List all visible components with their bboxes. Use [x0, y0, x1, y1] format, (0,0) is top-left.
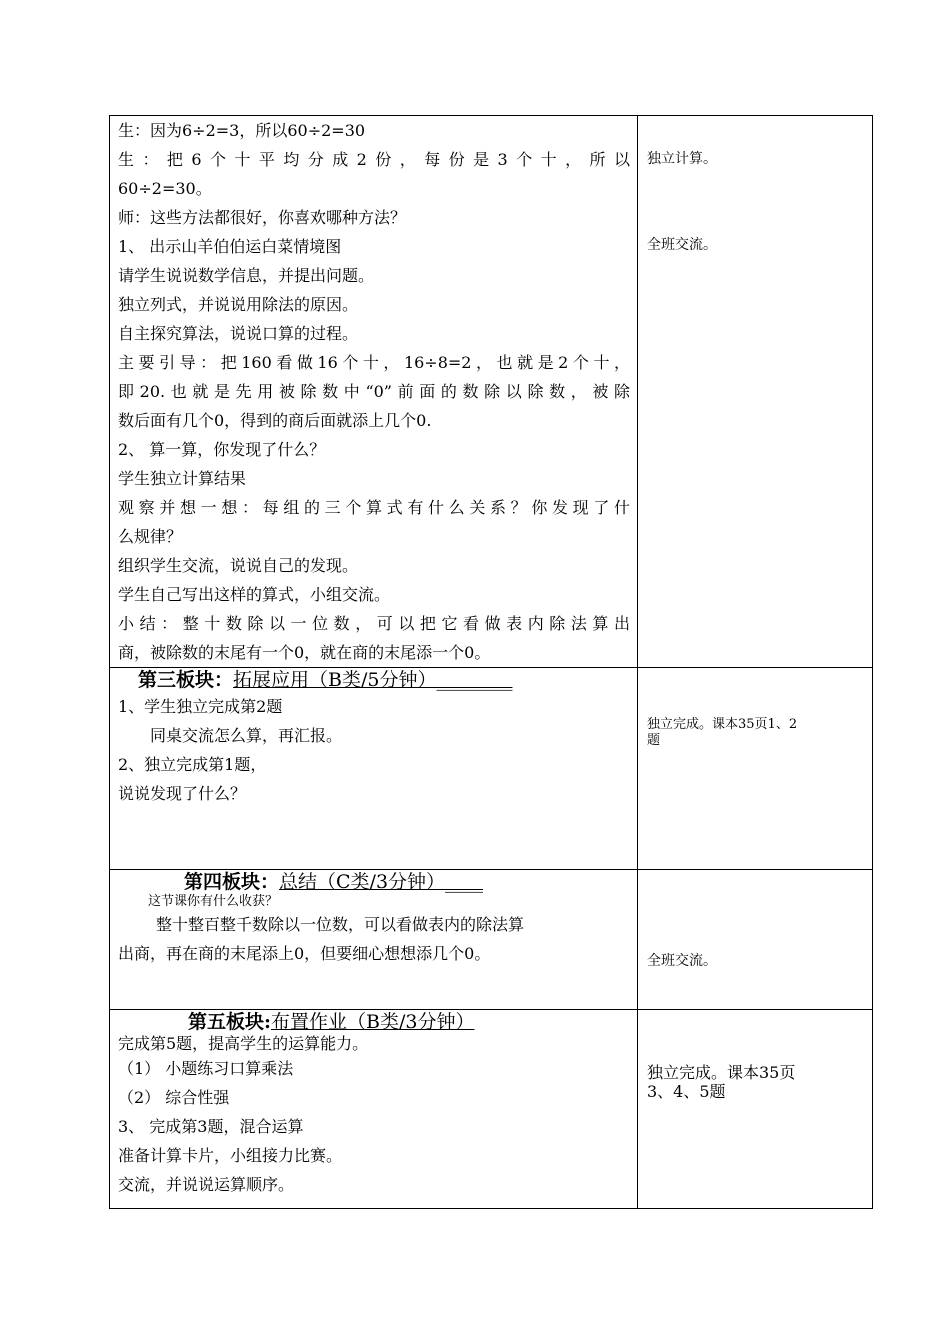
side-note: 全班交流。: [647, 953, 717, 969]
text-line: 商，被除数的末尾有一个0，就在商的末尾添一个0。: [118, 643, 491, 662]
text-line: 小结：整十数除以一位数，可以把它看做表内除法算出: [118, 614, 630, 633]
section-heading-topic: 总结（C类/3分钟）____: [279, 871, 484, 893]
text-line: 2、 算一算，你发现了什么？: [118, 440, 326, 459]
process-cell: [110, 116, 638, 668]
text-line: 生：因为6÷2=3，所以60÷2=30: [118, 121, 366, 140]
text-line: 交流，并说说运算顺序。: [118, 1175, 295, 1194]
process-cell: [110, 870, 638, 1010]
table-row: [110, 870, 873, 1010]
text-line: 么规律？: [118, 527, 183, 546]
text-line: 3、 完成第3题，混合运算: [118, 1117, 304, 1136]
text-line: 组织学生交流，说说自己的发现。: [118, 556, 359, 575]
section-heading: [118, 668, 630, 692]
text-line: 学生独立计算结果: [118, 469, 247, 488]
text-line: 即20.也就是先用被除数中“0”前面的数除以除数，被除: [118, 382, 630, 401]
text-line: 师：这些方法都很好，你喜欢哪种方法？: [118, 208, 407, 227]
text-line: 请学生说说数学信息，并提出问题。: [118, 266, 375, 285]
text-line: 独立列式，并说说用除法的原因。: [118, 295, 359, 314]
activity-cell: [638, 116, 873, 668]
text-line: 主要引导：把160看做16个十，16÷8=2，也就是2个十，: [118, 353, 630, 372]
process-cell: [110, 1010, 638, 1209]
text-line: 准备计算卡片，小组接力比赛。: [118, 1146, 343, 1165]
text-line: 说说发现了什么？: [118, 784, 247, 803]
side-note: 独立计算。: [647, 151, 717, 167]
text-line: 观察并想一想：每组的三个算式有什么关系？你发现了什: [118, 498, 630, 517]
text-line: 这节课你有什么收获？: [148, 894, 279, 909]
text-line: 2、独立完成第1题，: [118, 755, 267, 774]
text-line: 生：把6个十平均分成2份，每份是3个十，所以: [118, 150, 630, 169]
section-heading-bold: 第五板块:: [188, 1011, 272, 1033]
text-line: 学生自己写出这样的算式，小组交流。: [118, 585, 391, 604]
lesson-plan-table: [109, 115, 873, 1209]
side-note: 独立完成。课本35页1、2: [647, 717, 798, 732]
text-line: 整十整百整千数除以一位数，可以看做表内的除法算: [156, 915, 525, 934]
side-note: 独立完成。课本35页: [647, 1063, 796, 1082]
activity-cell: [638, 1010, 873, 1209]
section-heading-topic: 拓展应用（B类/5分钟）________: [233, 669, 513, 691]
text-line: 60÷2=30。: [118, 179, 212, 198]
text-line: 1、 出示山羊伯伯运白菜情境图: [118, 237, 342, 256]
text-line: 出商，再在商的末尾添上0，但要细心想想添几个0。: [118, 944, 491, 963]
text-line: 自主探究算法，说说口算的过程。: [118, 324, 359, 343]
text-line: （1） 小题练习口算乘法: [118, 1059, 294, 1078]
text-line: 数后面有几个0，得到的商后面就添上几个0.: [118, 411, 432, 430]
section-heading: [118, 870, 630, 894]
section-heading: [118, 1010, 630, 1034]
text-line: （2） 综合性强: [118, 1088, 230, 1107]
section-heading-bold: 第三板块：: [138, 669, 234, 691]
section-heading-bold: 第四板块：: [184, 871, 280, 893]
activity-cell: [638, 870, 873, 1010]
table-row: [110, 668, 873, 870]
activity-cell: [638, 668, 873, 870]
table-row: [110, 116, 873, 668]
text-line: 同桌交流怎么算，再汇报。: [150, 726, 343, 745]
side-note: 3、4、5题: [647, 1082, 726, 1101]
process-cell: [110, 668, 638, 870]
section-heading-topic: 布置作业（B类/3分钟）: [271, 1011, 475, 1033]
text-line: 完成第5题，提高学生的运算能力。: [118, 1034, 369, 1053]
side-note: 题: [647, 733, 661, 748]
side-note: 全班交流。: [647, 237, 717, 253]
text-line: 1、学生独立完成第2题: [118, 697, 283, 716]
table-row: [110, 1010, 873, 1209]
